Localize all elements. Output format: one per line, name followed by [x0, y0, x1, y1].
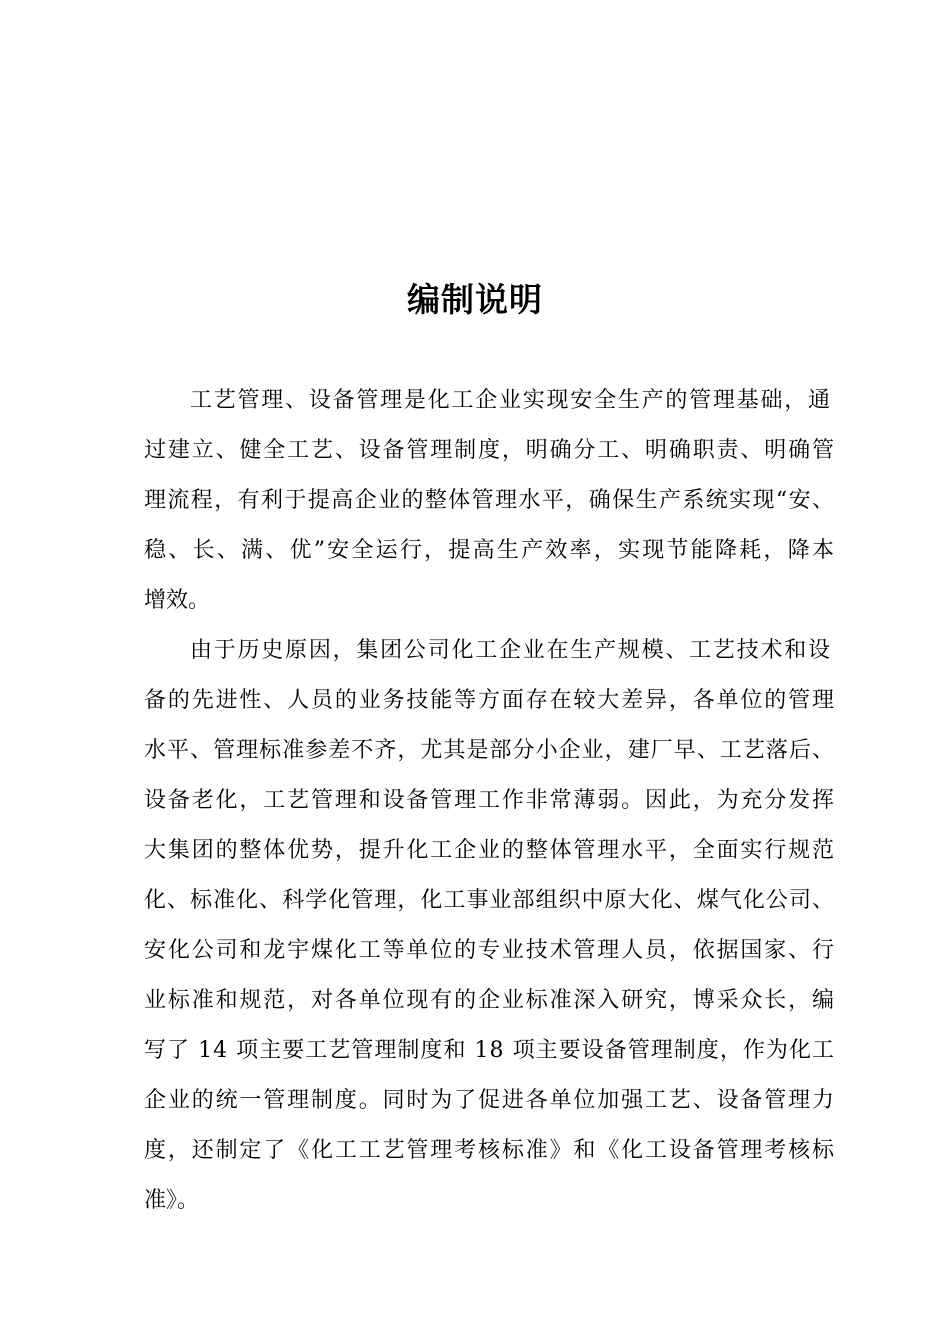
paragraph-1-line-2: 过建立、健全工艺、设备管理制度，明确分工、明确职责、明确管: [144, 438, 836, 463]
paragraph-2-line-6: 化、标准化、科学化管理，化工事业部组织中原大化、煤气化公司、: [144, 888, 836, 913]
paragraph-1-line-5: 增效。: [144, 588, 211, 613]
paragraph-2-line-1: 由于历史原因，集团公司化工企业在生产规模、工艺技术和设: [190, 638, 832, 663]
paragraph-2-line-12: 准》。: [144, 1188, 200, 1213]
paragraph-2-line-5: 大集团的整体优势，提升化工企业的整体管理水平，全面实行规范: [144, 838, 836, 863]
document-title: 编制说明: [407, 280, 543, 319]
paragraph-2-line-9: 写了 14 项主要工艺管理制度和 18 项主要设备管理制度，作为化工: [144, 1038, 836, 1063]
paragraph-2-line-11: 度，还制定了《化工工艺管理考核标准》和《化工设备管理考核标: [144, 1138, 836, 1163]
paragraph-2-line-8: 业标准和规范，对各单位现有的企业标准深入研究，博采众长，编: [144, 988, 836, 1013]
paragraph-2-line-4: 设备老化，工艺管理和设备管理工作非常薄弱。因此，为充分发挥: [144, 788, 836, 813]
paragraph-1-line-3: 理流程，有利于提高企业的整体管理水平，确保生产系统实现“安、: [144, 488, 836, 513]
paragraph-2-line-7: 安化公司和龙宇煤化工等单位的专业技术管理人员，依据国家、行: [144, 938, 836, 963]
paragraph-1-line-1: 工艺管理、设备管理是化工企业实现安全生产的管理基础，通: [190, 388, 832, 413]
paragraph-2-line-2: 备的先进性、人员的业务技能等方面存在较大差异，各单位的管理: [144, 688, 836, 713]
paragraph-1-line-4: 稳、长、满、优”安全运行，提高生产效率，实现节能降耗，降本: [144, 538, 837, 563]
paragraph-2-line-10: 企业的统一管理制度。同时为了促进各单位加强工艺、设备管理力: [144, 1088, 836, 1113]
paragraph-2-line-3: 水平、管理标准参差不齐，尤其是部分小企业，建厂早、工艺落后、: [144, 738, 836, 763]
